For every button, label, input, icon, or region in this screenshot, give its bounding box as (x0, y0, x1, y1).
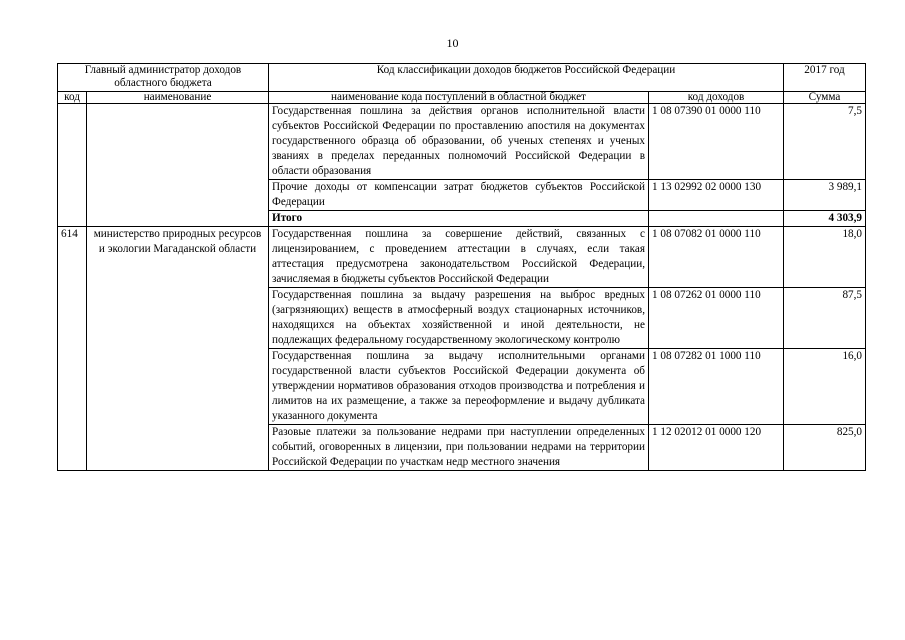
total-label: Итого (269, 211, 649, 227)
income-name-cell: Государственная пошлина за совершение действий, связанных с лицензированием, с проведением аттестации в случаях, если такая аттестация предусмотрена законодательством Российской Федерации, зачисляемая в бюджеты субъектов Российской Федерации (269, 227, 649, 288)
sum-cell: 7,5 (784, 104, 866, 180)
admin-code-cell: 614 (58, 227, 87, 471)
table-row (58, 104, 866, 180)
income-code-cell: 1 13 02992 02 0000 130 (649, 180, 784, 211)
income-name-cell: Государственная пошлина за выдачу разрешения на выброс вредных (загрязняющих) веществ в атмосферный воздух стационарных источников, находящихся на объектах хозяйственной и иной деятельности, не подлежащих федеральному государственному экологическому контролю (269, 288, 649, 349)
header-sum: Сумма (784, 92, 866, 104)
income-code-cell: 1 08 07082 01 0000 110 (649, 227, 784, 288)
income-code-cell: 1 08 07262 01 0000 110 (649, 288, 784, 349)
header-income-name: наименование кода поступлений в областной бюджет (269, 92, 649, 104)
income-name-cell: Прочие доходы от компенсации затрат бюджетов субъектов Российской Федерации (269, 180, 649, 211)
page-number: 10 (446, 36, 459, 50)
header-kod: код (58, 92, 87, 104)
sum-cell: 87,5 (784, 288, 866, 349)
total-sum: 4 303,9 (784, 211, 866, 227)
income-name-cell: Разовые платежи за пользование недрами при наступлении определенных событий, оговоренных в лицензии, при пользовании недрами на территории Российской Федерации по участкам недр местного значения (269, 425, 649, 471)
income-name-cell: Государственная пошлина за выдачу исполнительными органами государственной власти субъектов Российской Федерации документа об утверждении нормативов образования отходов производства и потребления и лимитов на их размещение, а также за переоформление и выдачу дубликата указанного документа (269, 349, 649, 425)
income-code-cell: 1 12 02012 01 0000 120 (649, 425, 784, 471)
table-row (58, 227, 866, 288)
income-code-cell: 1 08 07282 01 1000 110 (649, 349, 784, 425)
income-code-cell (649, 211, 784, 227)
income-name-cell: Государственная пошлина за действия органов исполнительной власти субъектов Российской Федерации по проставлению апостиля на документах государственного образца об образовании, об ученых степенях и ученых званиях в пределах переданных полномочий Российской Федерации в области образования (269, 104, 649, 180)
admin-name-cell: министерство природных ресурсов и экологии Магаданской области (87, 227, 269, 471)
income-table (57, 63, 866, 471)
header-income-code: код доходов (649, 92, 784, 104)
sum-cell: 3 989,1 (784, 180, 866, 211)
header-admin-group: Главный администратор доходов областного бюджета (58, 64, 269, 92)
header-admin-name: наименование (87, 92, 269, 104)
sum-cell: 825,0 (784, 425, 866, 471)
sum-cell: 18,0 (784, 227, 866, 288)
income-code-cell: 1 08 07390 01 0000 110 (649, 104, 784, 180)
header-classification: Код классификации доходов бюджетов Российской Федерации (269, 64, 784, 92)
sum-cell: 16,0 (784, 349, 866, 425)
header-year: 2017 год (784, 64, 866, 92)
admin-code-cell (58, 104, 87, 227)
admin-name-cell (87, 104, 269, 227)
